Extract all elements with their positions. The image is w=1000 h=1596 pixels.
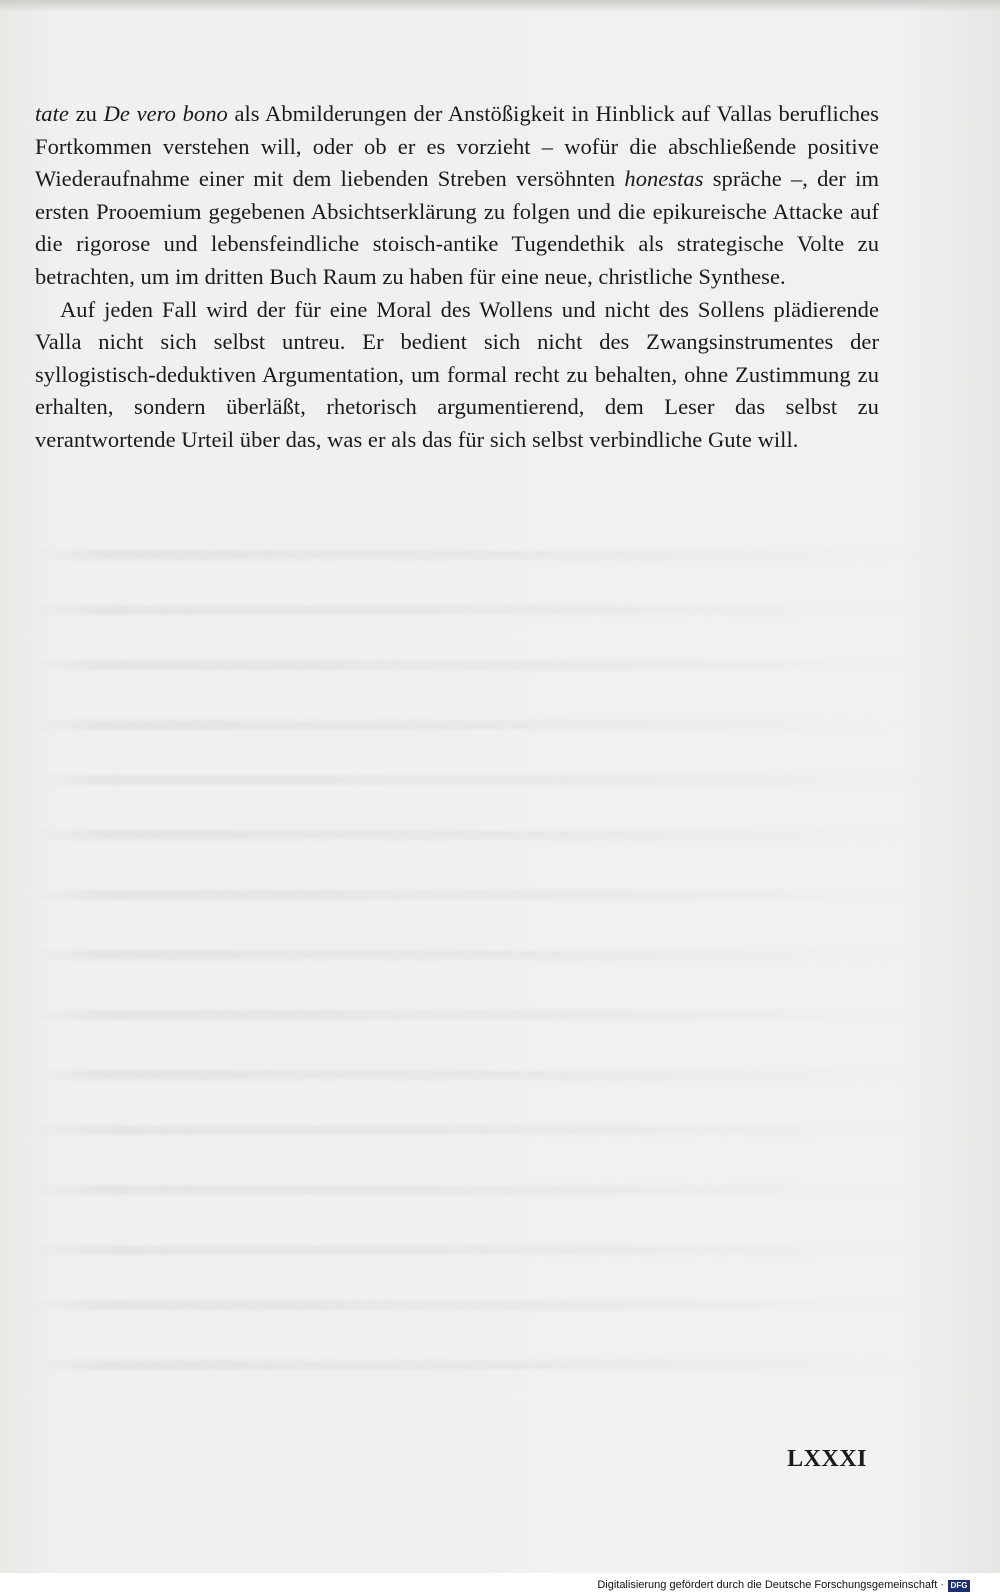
italic-term: honestas <box>624 166 704 192</box>
show-through-line <box>28 1245 948 1255</box>
show-through-line <box>28 660 948 670</box>
show-through-line <box>28 1300 938 1310</box>
paragraph-1 <box>35 98 879 294</box>
text-run: spräche –, der im ersten Prooemium gegebenen Absichtserklärung zu folgen und die epikureische Attacke auf die rigorose und lebensfeindliche stoisch-antike Tugendethik als strategische Volte zu betrachten, um im dritten Buch Raum zu haben für eine neue, christliche Synthese. <box>35 166 880 289</box>
page-edge-shadow <box>0 0 1000 12</box>
show-through-line <box>28 550 948 560</box>
show-through-line <box>28 1070 943 1080</box>
show-through-line <box>28 1360 948 1370</box>
show-through-line <box>28 830 938 840</box>
paragraph-2: Auf jeden Fall wird der für eine Moral des Wollens und nicht des Sollens plädierende Valla nicht sich selbst untreu. Er bedient sich nicht des Zwangsinstrumentes der syllogistisch-deduktiven Argumentation, um formal recht zu behalten, ohne Zustimmung zu erhalten, sondern überläßt, rhetorisch argumentierend, dem Leser das selbst zu verantwortende Urteil über das, was er als das für sich selbst verbindliche Gute will. <box>35 296 879 452</box>
show-through-line <box>28 720 908 730</box>
show-through-line <box>28 890 948 900</box>
main-text <box>35 98 879 457</box>
funding-notice: Digitalisierung gefördert durch die Deutsche Forschungsgemeinschaft · <box>597 1579 944 1591</box>
show-through-line <box>28 1010 948 1020</box>
digitization-footer <box>0 1573 1000 1596</box>
italic-term: tate <box>35 101 69 126</box>
text-run: zu <box>68 101 104 126</box>
show-through-text <box>28 510 978 1410</box>
dfg-logo: DFG <box>948 1580 970 1592</box>
italic-title: De vero bono <box>103 101 228 126</box>
show-through-line <box>28 950 928 960</box>
show-through-line <box>28 605 928 615</box>
show-through-line <box>28 1185 928 1195</box>
show-through-line <box>28 775 948 785</box>
text-run: als Abmilderungen der Anstößigkeit in Hinblick auf Vallas berufliches Fortkommen verstehen will, oder ob er es vorzieht – wofür die abschließende positive Wiederaufnahme einer mit dem liebenden Streben versöhnten <box>35 101 879 192</box>
show-through-line <box>28 1125 948 1135</box>
page-number: LXXXI <box>787 1446 867 1472</box>
